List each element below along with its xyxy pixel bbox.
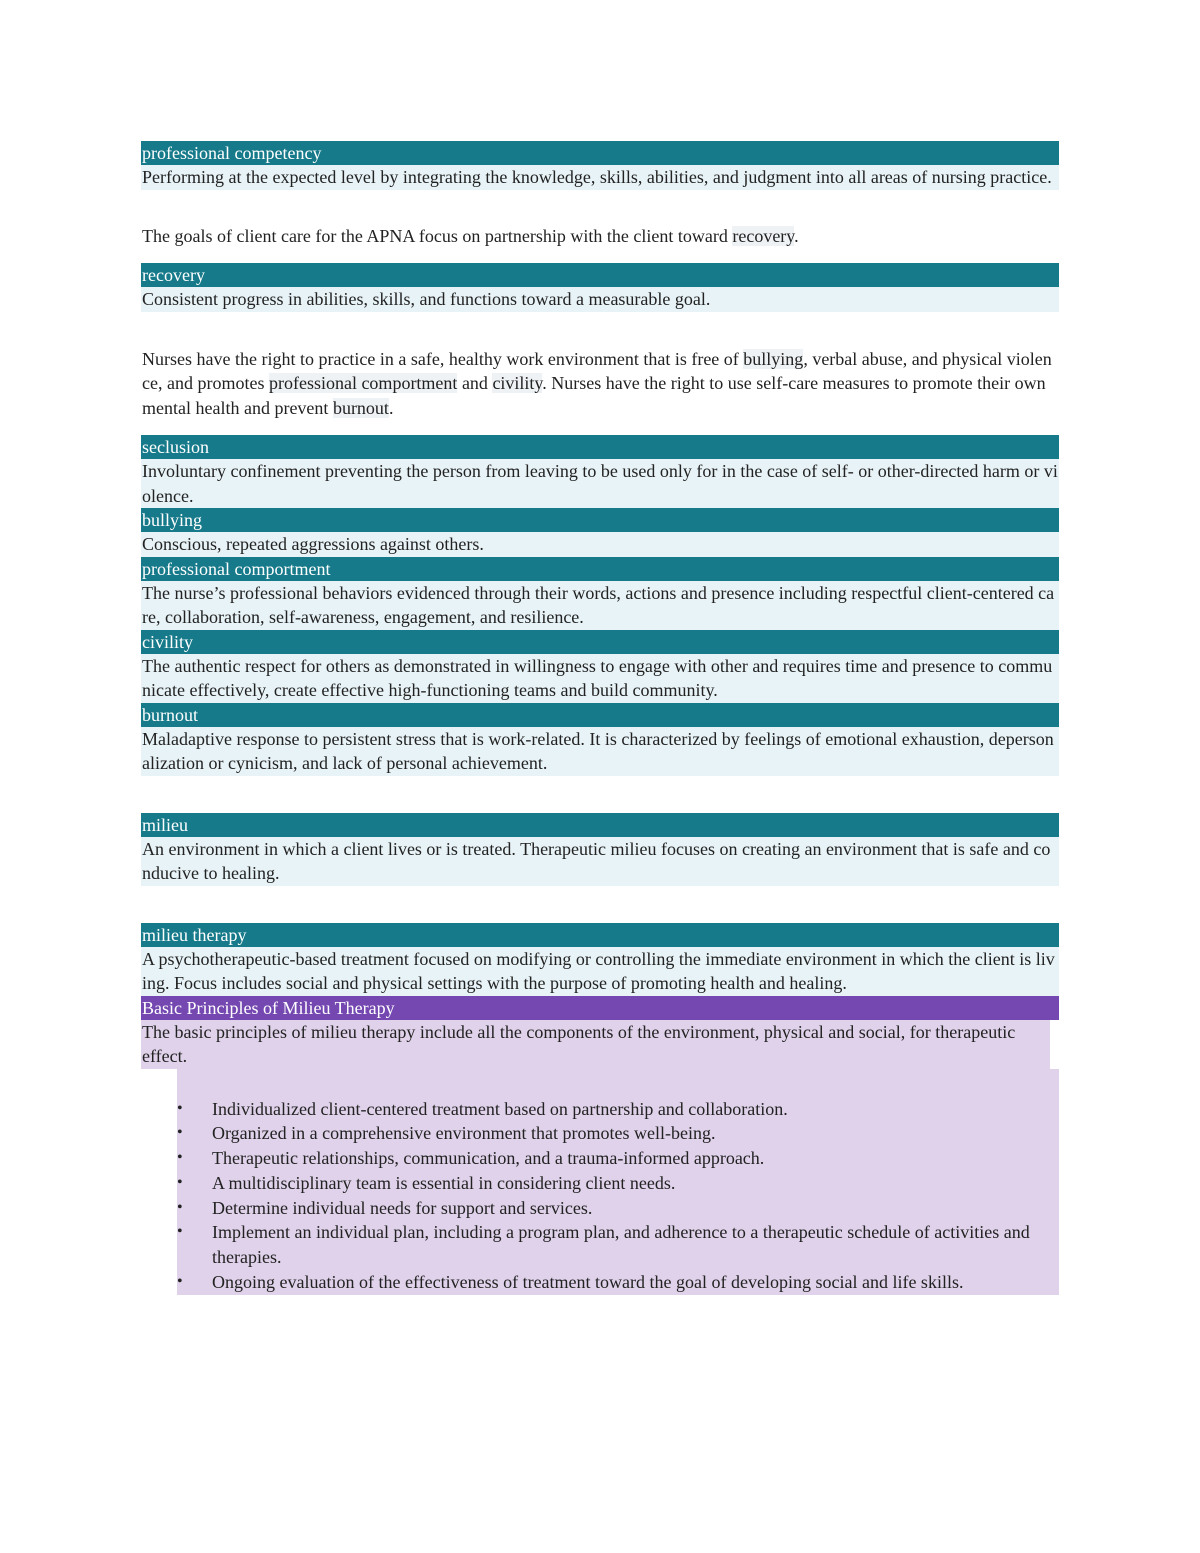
paragraph-goals-end: . xyxy=(794,225,799,246)
term-professional-comportment: professional comportment xyxy=(141,557,1059,581)
rights-text-5: . xyxy=(388,397,394,418)
highlight-burnout: burnout xyxy=(332,397,389,418)
definition-milieu-therapy: A psychotherapeutic-based treatment focused on modifying or controlling the immediate environment in which the client is living. Focus includes social and physical settings with the purpose of promoting health and healing. xyxy=(141,947,1059,996)
list-item-text: Individualized client-centered treatment based on partnership and collaboration. xyxy=(212,1098,788,1119)
list-item-text: A multidisciplinary team is essential in considering client needs. xyxy=(212,1172,676,1193)
list-item xyxy=(177,1146,1059,1171)
rights-text-1: Nurses have the right to practice in a safe, healthy work environment that is free of xyxy=(142,348,744,369)
paragraph-goals-text: The goals of client care for the APNA focus on partnership with the client toward xyxy=(142,225,733,246)
list-item xyxy=(177,1171,1059,1196)
document-page xyxy=(141,141,1059,1295)
rights-text-2: , verbal abuse, and physical violence, and promotes xyxy=(142,348,1052,393)
definition-burnout: Maladaptive response to persistent stress that is work-related. It is characterized by feelings of emotional exhaustion, depersonalization or cynicism, and lack of personal achievement. xyxy=(141,727,1059,776)
principles-heading: Basic Principles of Milieu Therapy xyxy=(141,996,1059,1020)
list-item-text: Organized in a comprehensive environment that promotes well-being. xyxy=(212,1123,716,1144)
term-milieu-therapy: milieu therapy xyxy=(141,923,1059,947)
list-item xyxy=(177,1220,1059,1270)
list-item xyxy=(177,1270,1059,1295)
bullet-icon: • xyxy=(177,1223,183,1241)
highlight-civility: civility xyxy=(492,373,543,393)
highlight-bullying: bullying xyxy=(743,348,804,369)
definition-milieu: An environment in which a client lives or is treated. Therapeutic milieu focuses on creating an environment that is safe and conducive to healing. xyxy=(141,837,1059,886)
definition-civility: The authentic respect for others as demonstrated in willingness to engage with other and requires time and presence to communicate effectively, create effective high-functioning teams and build community. xyxy=(141,654,1059,703)
bullet-icon: • xyxy=(177,1273,183,1291)
term-professional-competency: professional competency xyxy=(141,141,1059,165)
rights-text-3: and xyxy=(457,373,493,393)
list-item-text: Implement an individual plan, including a program plan, and adherence to a therapeutic schedule of activities and therapies. xyxy=(212,1222,1030,1268)
term-milieu: milieu xyxy=(141,813,1059,837)
term-burnout: burnout xyxy=(141,703,1059,727)
list-item-text: Determine individual needs for support and services. xyxy=(212,1197,593,1218)
bullet-icon: • xyxy=(177,1198,183,1216)
list-item-text: Ongoing evaluation of the effectiveness of treatment toward the goal of developing social and life skills. xyxy=(212,1272,964,1293)
list-item-text: Therapeutic relationships, communication, and a trauma-informed approach. xyxy=(212,1148,765,1169)
term-recovery: recovery xyxy=(141,263,1059,287)
highlight-recovery: recovery xyxy=(732,225,795,246)
bullet-icon: • xyxy=(177,1149,183,1167)
rights-text-4: . Nurses have the right to use self-care measures to promote their own mental health and prevent xyxy=(142,373,1046,418)
bullet-icon: • xyxy=(177,1124,183,1142)
principles-intro: The basic principles of milieu therapy include all the components of the environment, physical and social, for therapeutic effect. xyxy=(141,1020,1050,1069)
term-seclusion: seclusion xyxy=(141,435,1059,459)
term-civility: civility xyxy=(141,630,1059,654)
list-item xyxy=(177,1121,1059,1146)
bullet-icon: • xyxy=(177,1173,183,1191)
paragraph-goals xyxy=(141,224,1059,249)
term-bullying: bullying xyxy=(141,508,1059,532)
highlight-professional-comportment: professional comportment xyxy=(268,373,458,393)
definition-bullying: Conscious, repeated aggressions against others. xyxy=(141,532,1059,557)
definition-professional-comportment: The nurse’s professional behaviors evidenced through their words, actions and presence including respectful client-centered care, collaboration, self-awareness, engagement, and resilience. xyxy=(141,581,1059,630)
definition-recovery: Consistent progress in abilities, skills, and functions toward a measurable goal. xyxy=(141,287,1059,312)
definition-professional-competency: Performing at the expected level by integrating the knowledge, skills, abilities, and judgment into all areas of nursing practice. xyxy=(141,165,1059,190)
list-item xyxy=(177,1196,1059,1221)
principles-list xyxy=(177,1069,1059,1295)
paragraph-rights xyxy=(141,347,1059,421)
bullet-icon: • xyxy=(177,1099,183,1117)
definition-seclusion: Involuntary confinement preventing the person from leaving to be used only for in the case of self- or other-directed harm or violence. xyxy=(141,459,1059,508)
list-item xyxy=(177,1097,1059,1122)
